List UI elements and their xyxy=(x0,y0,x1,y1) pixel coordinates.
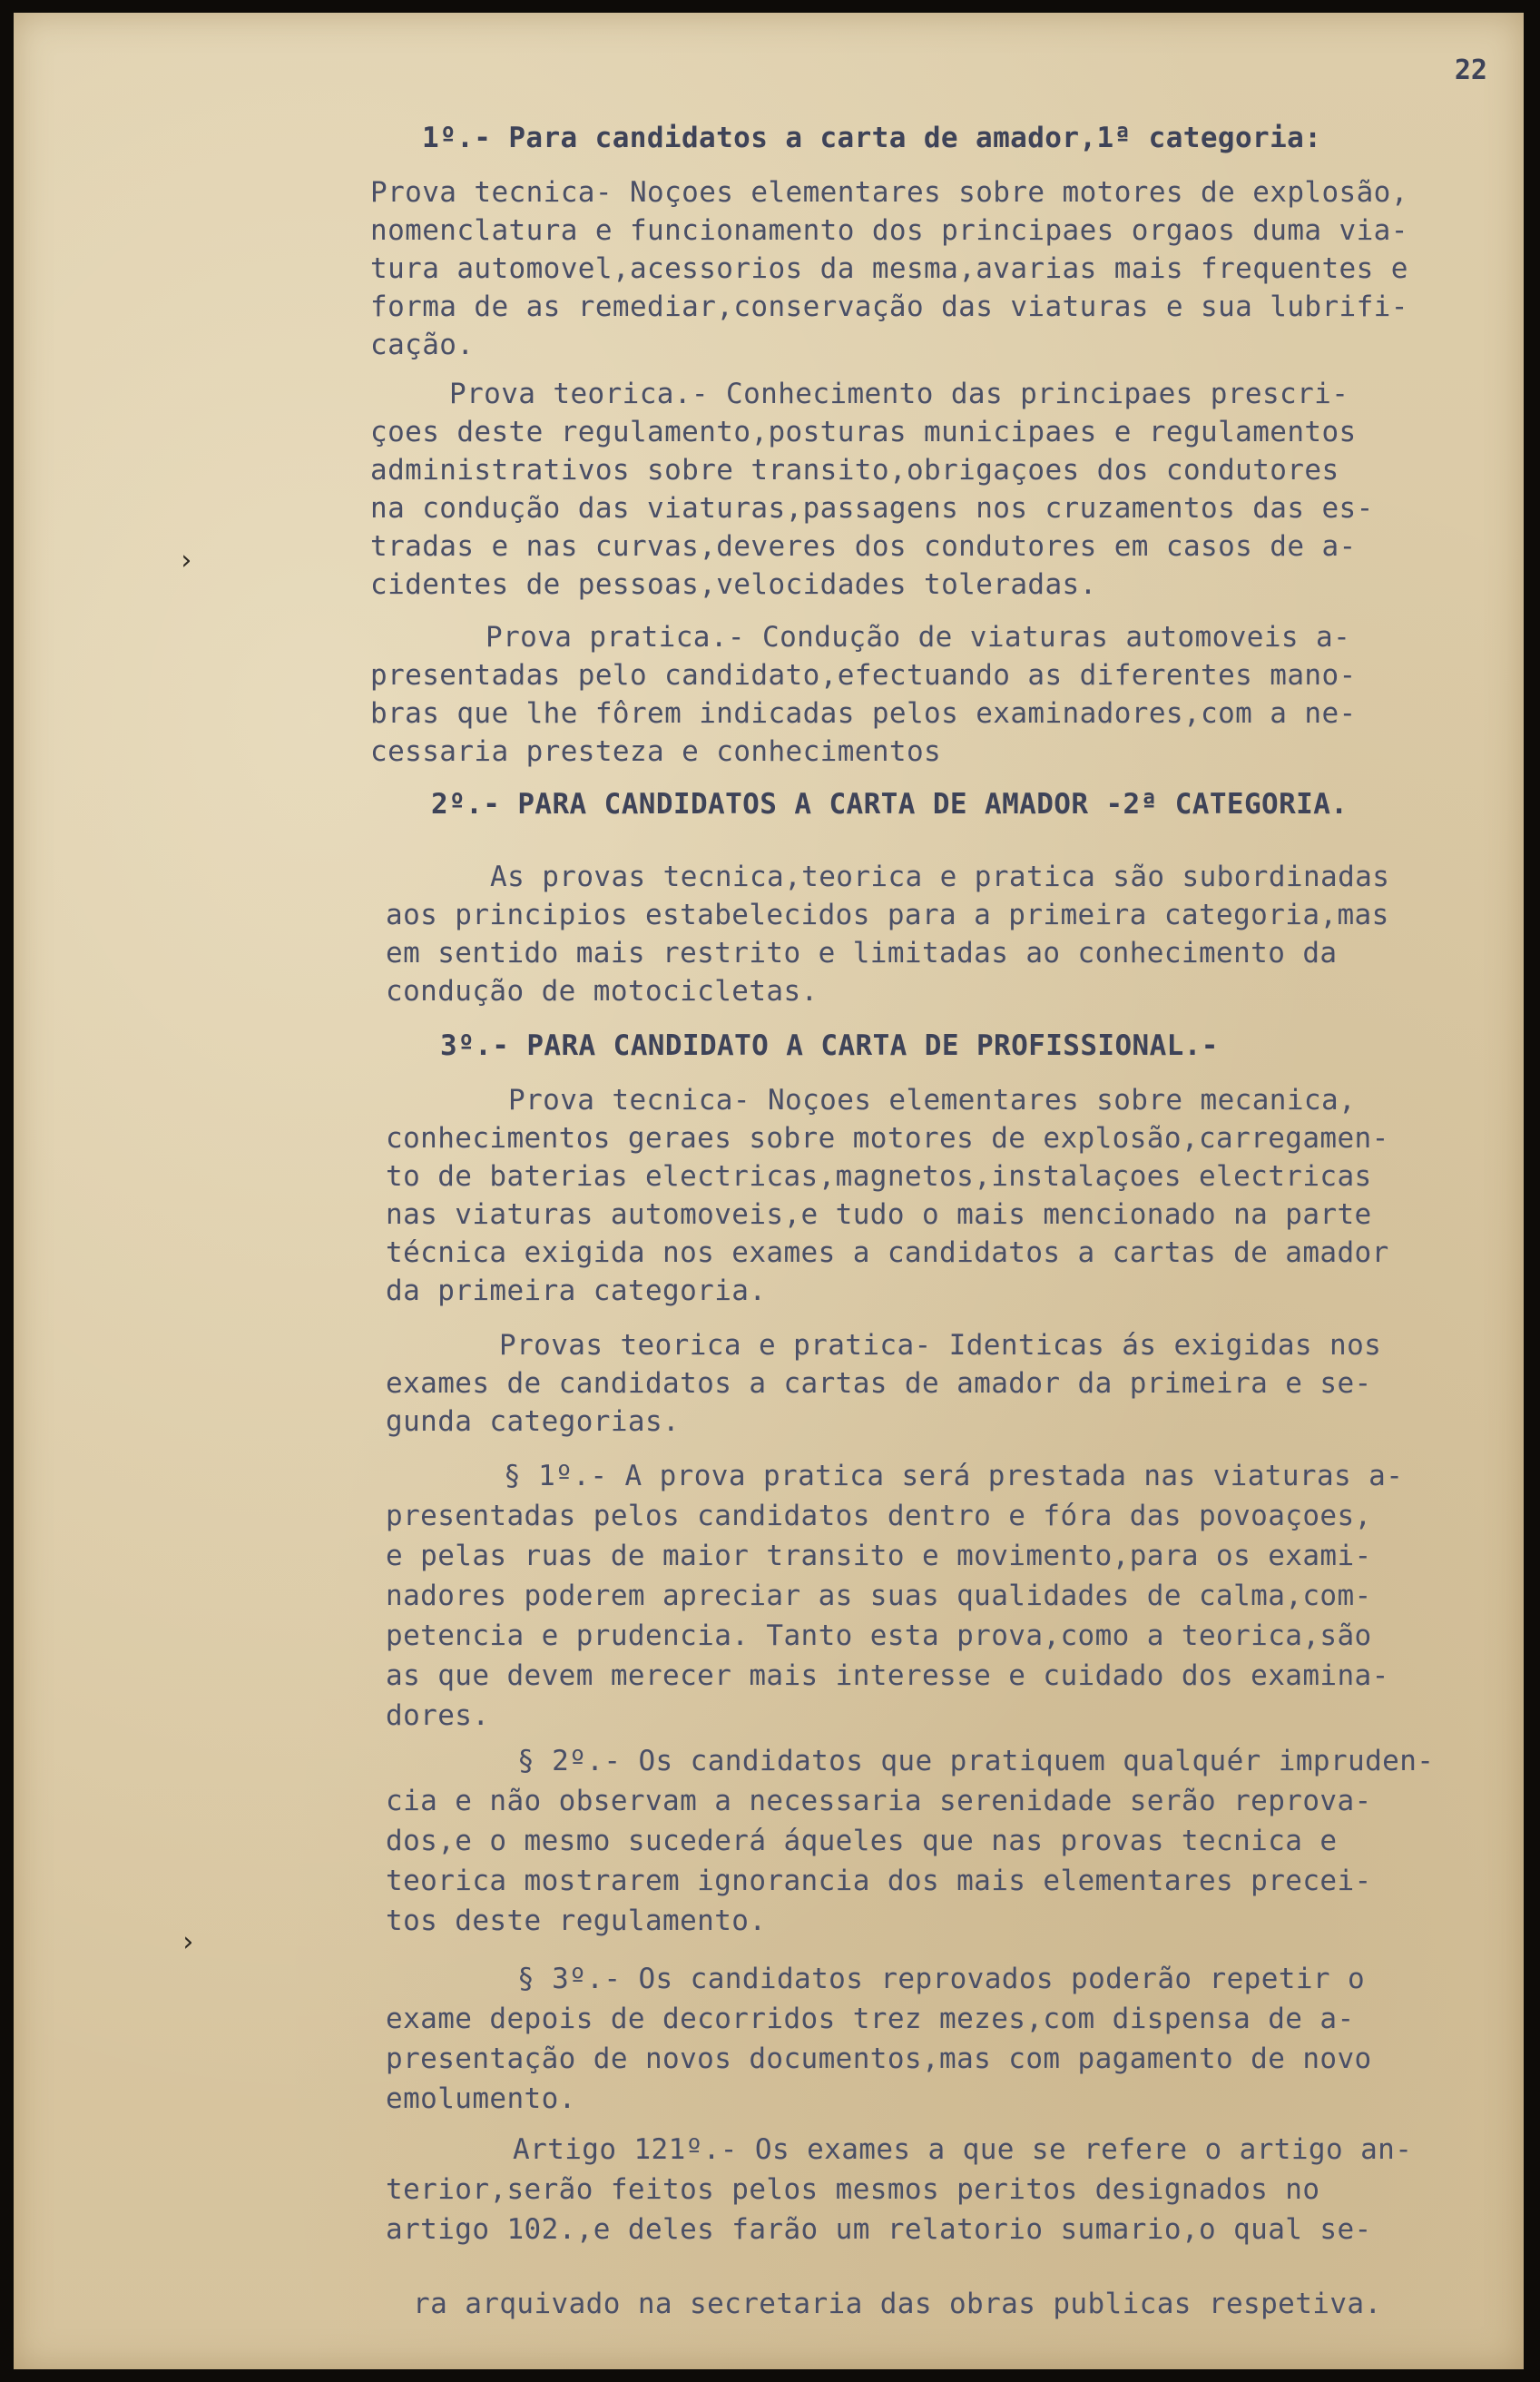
text-line: çoes deste regulamento,posturas municipaes e regulamentos xyxy=(370,416,1357,448)
text-line: teorica mostrarem ignorancia dos mais elementares precei- xyxy=(386,1865,1372,1897)
text-line: to de baterias electricas,magnetos,instalaçoes electricas xyxy=(386,1160,1372,1193)
text-line: emolumento. xyxy=(386,2082,576,2115)
text-line: ra arquivado na secretaria das obras publicas respetiva. xyxy=(413,2288,1382,2320)
text-line: na condução das viaturas,passagens nos cruzamentos das es- xyxy=(370,492,1374,525)
document-page xyxy=(14,13,1524,2369)
text-line: bras que lhe fôrem indicadas pelos examinadores,com a ne- xyxy=(370,697,1357,730)
text-line: exames de candidatos a cartas de amador da primeira e se- xyxy=(386,1367,1372,1400)
text-line: cia e não observam a necessaria serenidade serão reprova- xyxy=(386,1785,1372,1817)
text-line: dores. xyxy=(386,1699,490,1732)
margin-tick-mark: › xyxy=(179,1926,197,1958)
text-line: técnica exigida nos exames a candidatos a cartas de amador xyxy=(386,1236,1389,1269)
text-line: forma de as remediar,conservação das viaturas e sua lubrifi- xyxy=(370,290,1408,323)
text-line: § 2º.- Os candidatos que pratiquem qualquér impruden- xyxy=(517,1745,1435,1777)
text-line: artigo 102.,e deles farão um relatorio sumario,o qual se- xyxy=(386,2213,1372,2246)
text-line: presentadas pelos candidatos dentro e fóra das povoaçoes, xyxy=(386,1500,1372,1532)
page-number: 22 xyxy=(1454,54,1487,86)
text-line: Artigo 121º.- Os exames a que se refere o artigo an- xyxy=(513,2133,1413,2166)
text-line: exame depois de decorridos trez mezes,com dispensa de a- xyxy=(386,2003,1355,2035)
text-line: Prova tecnica- Noçoes elementares sobre motores de explosão, xyxy=(370,176,1408,209)
text-line: cidentes de pessoas,velocidades toleradas. xyxy=(370,568,1097,601)
text-line: e pelas ruas de maior transito e movimento,para os exami- xyxy=(386,1540,1372,1572)
text-line: administrativos sobre transito,obrigaçoes dos condutores xyxy=(370,454,1339,487)
text-line: condução de motocicletas. xyxy=(386,975,819,1008)
text-line: cessaria presteza e conhecimentos xyxy=(370,735,942,768)
margin-tick-mark: › xyxy=(177,545,195,576)
text-line: gunda categorias. xyxy=(386,1405,681,1438)
text-line: As provas tecnica,teorica e pratica são subordinadas xyxy=(490,861,1390,893)
text-line: Prova tecnica- Noçoes elementares sobre mecanica, xyxy=(508,1084,1357,1117)
text-line: conhecimentos geraes sobre motores de explosão,carregamen- xyxy=(386,1122,1389,1155)
text-line: Prova pratica.- Condução de viaturas automoveis a- xyxy=(486,621,1351,654)
section-heading-1: 1º.- Para candidatos a carta de amador,1ª categoria: xyxy=(422,122,1322,154)
text-line: tradas e nas curvas,deveres dos condutores em casos de a- xyxy=(370,530,1357,563)
text-line: nas viaturas automoveis,e tudo o mais mencionado na parte xyxy=(386,1198,1372,1231)
text-line: as que devem merecer mais interesse e cuidado dos examina- xyxy=(386,1659,1389,1692)
text-line: presentadas pelo candidato,efectuando as diferentes mano- xyxy=(370,659,1357,692)
text-line: aos principios estabelecidos para a primeira categoria,mas xyxy=(386,899,1389,931)
text-line: terior,serão feitos pelos mesmos peritos designados no xyxy=(386,2173,1320,2206)
section-heading-3: 3º.- PARA CANDIDATO A CARTA DE PROFISSIONAL.- xyxy=(440,1029,1219,1062)
text-line: Provas teorica e pratica- Identicas ás exigidas nos xyxy=(499,1329,1382,1362)
text-line: petencia e prudencia. Tanto esta prova,como a teorica,são xyxy=(386,1619,1372,1652)
text-line: tos deste regulamento. xyxy=(386,1905,767,1937)
text-line: Prova teorica.- Conhecimento das principaes prescri- xyxy=(449,378,1349,410)
text-line: dos,e o mesmo sucederá áqueles que nas provas tecnica e xyxy=(386,1825,1338,1857)
text-line: tura automovel,acessorios da mesma,avarias mais frequentes e xyxy=(370,252,1408,285)
text-line: § 3º.- Os candidatos reprovados poderão repetir o xyxy=(517,1963,1366,1995)
text-line: cação. xyxy=(370,329,475,361)
text-line: da primeira categoria. xyxy=(386,1275,767,1307)
text-line: § 1º.- A prova pratica será prestada nas viaturas a- xyxy=(504,1460,1404,1492)
text-line: em sentido mais restrito e limitadas ao conhecimento da xyxy=(386,937,1338,970)
text-line: nadores poderem apreciar as suas qualidades de calma,com- xyxy=(386,1580,1372,1612)
text-line: nomenclatura e funcionamento dos principaes orgaos duma via- xyxy=(370,214,1408,247)
section-heading-2: 2º.- PARA CANDIDATOS A CARTA DE AMADOR -2ª CATEGORIA. xyxy=(431,788,1349,821)
text-line: presentação de novos documentos,mas com pagamento de novo xyxy=(386,2042,1372,2075)
